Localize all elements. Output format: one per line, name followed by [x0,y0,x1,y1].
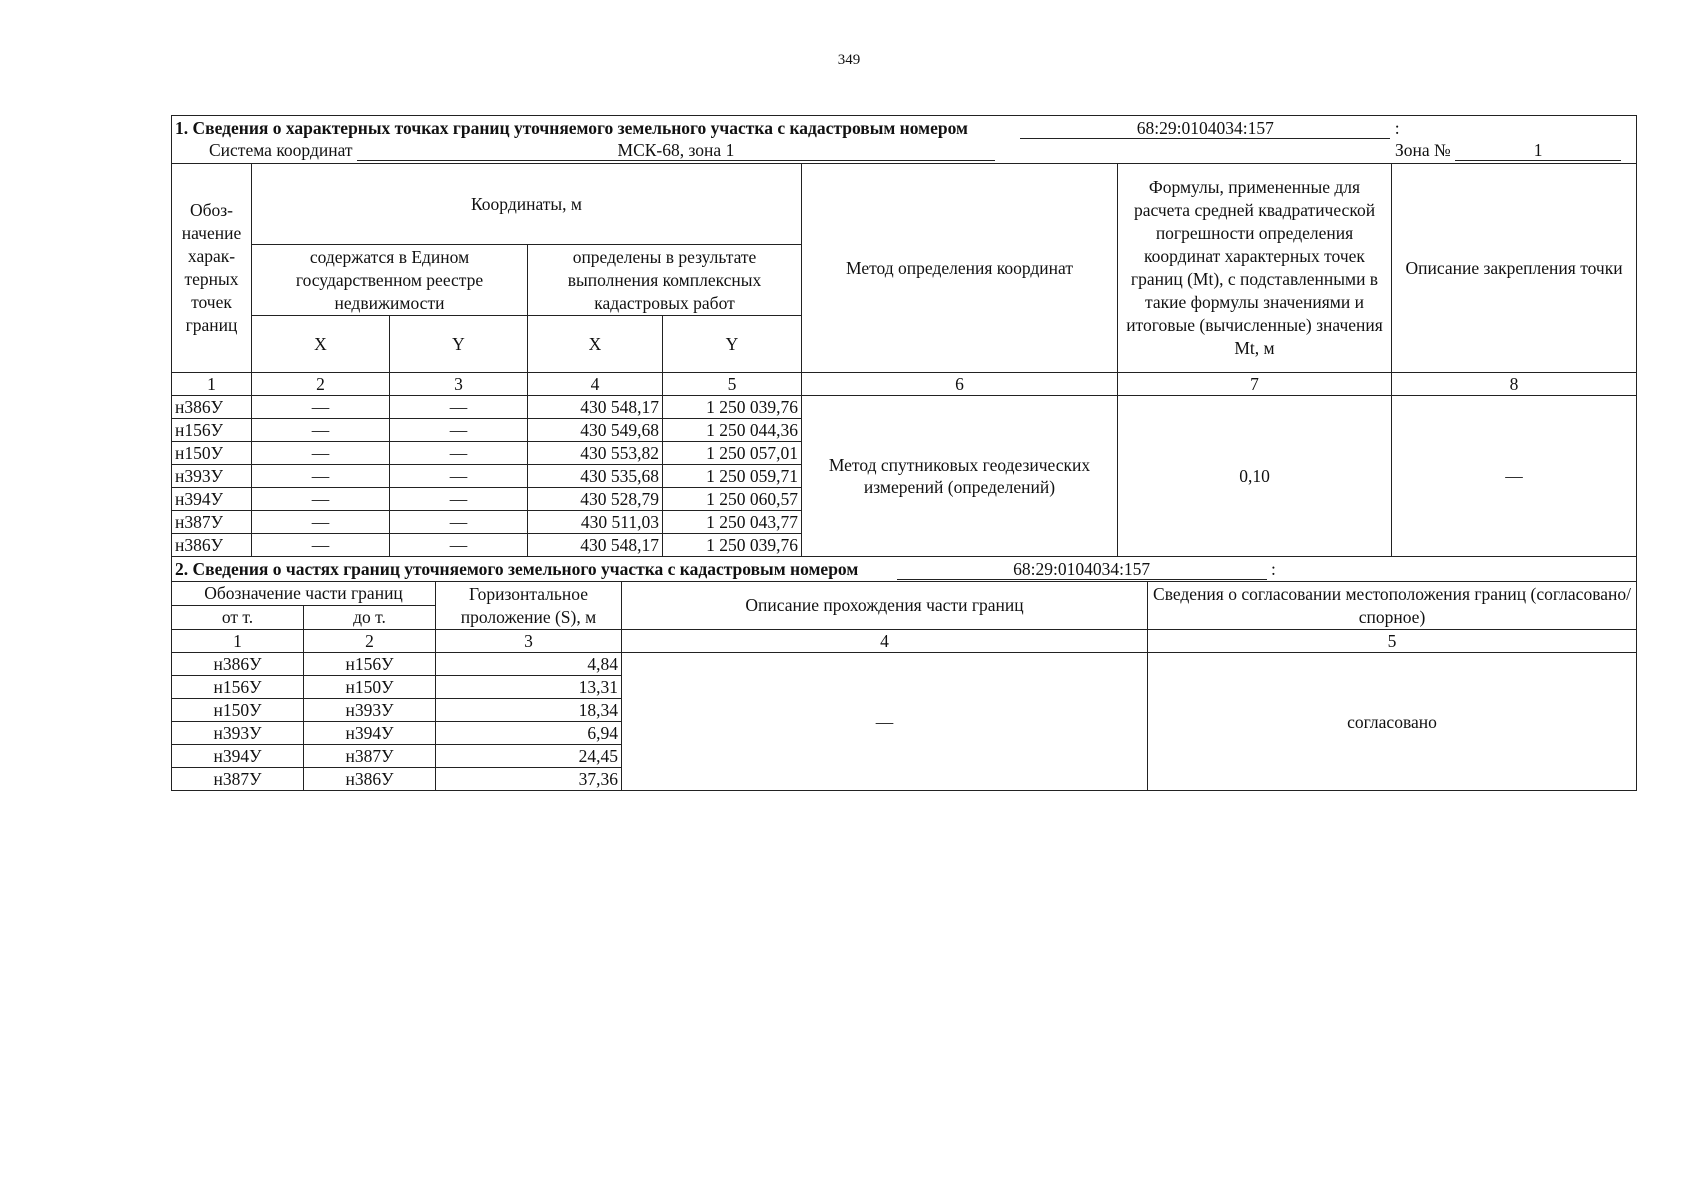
part-to: н394У [304,722,436,745]
egrn-y: — [390,442,528,465]
col-number: 4 [622,630,1148,653]
col-number: 5 [1148,630,1637,653]
part-from: н386У [172,653,304,676]
header-x1: X [252,316,390,373]
part-distance: 24,45 [436,745,622,768]
agreement-value: согласовано [1148,653,1637,791]
coord-system-label: Система координат [209,140,353,160]
point-name: н393У [172,465,252,488]
method-value: Метод спутниковых геодезических измерений (определений) [802,396,1118,557]
point-name: н394У [172,488,252,511]
egrn-x: — [252,488,390,511]
complex-x: 430 528,79 [528,488,663,511]
complex-y: 1 250 039,76 [663,396,802,419]
col-number: 3 [390,373,528,396]
part-distance: 13,31 [436,676,622,699]
section2-title: 2. Сведения о частях границ уточняемого земельного участка с кадастровым номером [175,559,859,579]
egrn-y: — [390,465,528,488]
header-coordinates: Координаты, м [252,164,802,245]
header-agreement: Сведения о согласовании местоположения границ (согласовано/спорное) [1148,582,1637,630]
col-number: 2 [252,373,390,396]
header-formulas: Формулы, примененные для расчета средней квадратической погрешности определения координат характерных точек границ (Mt), с подставленными в такие формулы значениями и итоговые (вычисленные) значения Mt, м [1118,164,1392,373]
section1-colon: : [1394,118,1400,138]
section2-colon: : [1271,559,1276,579]
egrn-y: — [390,534,528,557]
header-distance: Горизонтальное проложение (S), м [436,582,622,630]
table-row [172,396,1637,419]
complex-x: 430 511,03 [528,511,663,534]
part-to: н156У [304,653,436,676]
col-number: 1 [172,373,252,396]
egrn-x: — [252,511,390,534]
table-row [172,653,1637,676]
complex-y: 1 250 043,77 [663,511,802,534]
egrn-x: — [252,419,390,442]
header-from: от т. [172,606,304,630]
part-from: н387У [172,768,304,791]
col-number: 3 [436,630,622,653]
complex-y: 1 250 039,76 [663,534,802,557]
col-number: 8 [1392,373,1637,396]
egrn-x: — [252,465,390,488]
part-to: н386У [304,768,436,791]
complex-x: 430 553,82 [528,442,663,465]
egrn-y: — [390,396,528,419]
col-number: 2 [304,630,436,653]
section1-title: 1. Сведения о характерных точках границ уточняемого земельного участка с кадастровым номером [175,118,968,138]
point-name: н386У [172,534,252,557]
page-number: 349 [837,52,861,68]
fixing-value: — [1392,396,1637,557]
complex-y: 1 250 059,71 [663,465,802,488]
complex-y: 1 250 057,01 [663,442,802,465]
header-y1: Y [390,316,528,373]
complex-x: 430 548,17 [528,534,663,557]
part-distance: 37,36 [436,768,622,791]
document-body [171,115,1636,791]
section2-cadastral-number: 68:29:0104034:157 [897,559,1267,580]
part-from: н156У [172,676,304,699]
header-method: Метод определения координат [802,164,1118,373]
col-number: 5 [663,373,802,396]
part-from: н393У [172,722,304,745]
col-number: 1 [172,630,304,653]
section1-title-cell [172,116,1637,140]
col-number: 6 [802,373,1118,396]
coord-system-cell [172,139,1637,164]
header-description: Описание прохождения части границ [622,582,1148,630]
complex-y: 1 250 044,36 [663,419,802,442]
header-x2: X [528,316,663,373]
egrn-x: — [252,396,390,419]
part-distance: 18,34 [436,699,622,722]
egrn-y: — [390,488,528,511]
section1-table [171,115,1637,557]
point-name: н387У [172,511,252,534]
section1-cadastral-number: 68:29:0104034:157 [1020,118,1390,139]
egrn-x: — [252,534,390,557]
zone-label: Зона № [1394,140,1451,160]
part-to: н393У [304,699,436,722]
zone-value: 1 [1455,140,1621,161]
part-distance: 4,84 [436,653,622,676]
col-number: 7 [1118,373,1392,396]
header-part: Обозначение части границ [172,582,436,606]
complex-x: 430 549,68 [528,419,663,442]
section2-table [171,556,1637,791]
header-egrn: содержатся в Едином государственном реестре недвижимости [252,245,528,316]
point-name: н150У [172,442,252,465]
header-designation: Обоз-начение харак-терных точек границ [172,164,252,373]
section2-title-cell [172,557,1637,582]
header-fixing: Описание закрепления точки [1392,164,1637,373]
header-y2: Y [663,316,802,373]
complex-y: 1 250 060,57 [663,488,802,511]
egrn-y: — [390,511,528,534]
point-name: н386У [172,396,252,419]
mt-value: 0,10 [1118,396,1392,557]
description-value: — [622,653,1148,791]
complex-x: 430 548,17 [528,396,663,419]
part-to: н150У [304,676,436,699]
egrn-x: — [252,442,390,465]
part-to: н387У [304,745,436,768]
part-from: н150У [172,699,304,722]
header-complex: определены в результате выполнения комплексных кадастровых работ [528,245,802,316]
point-name: н156У [172,419,252,442]
complex-x: 430 535,68 [528,465,663,488]
col-number: 4 [528,373,663,396]
egrn-y: — [390,419,528,442]
part-distance: 6,94 [436,722,622,745]
coord-system-value: МСК-68, зона 1 [357,140,995,161]
part-from: н394У [172,745,304,768]
header-to: до т. [304,606,436,630]
